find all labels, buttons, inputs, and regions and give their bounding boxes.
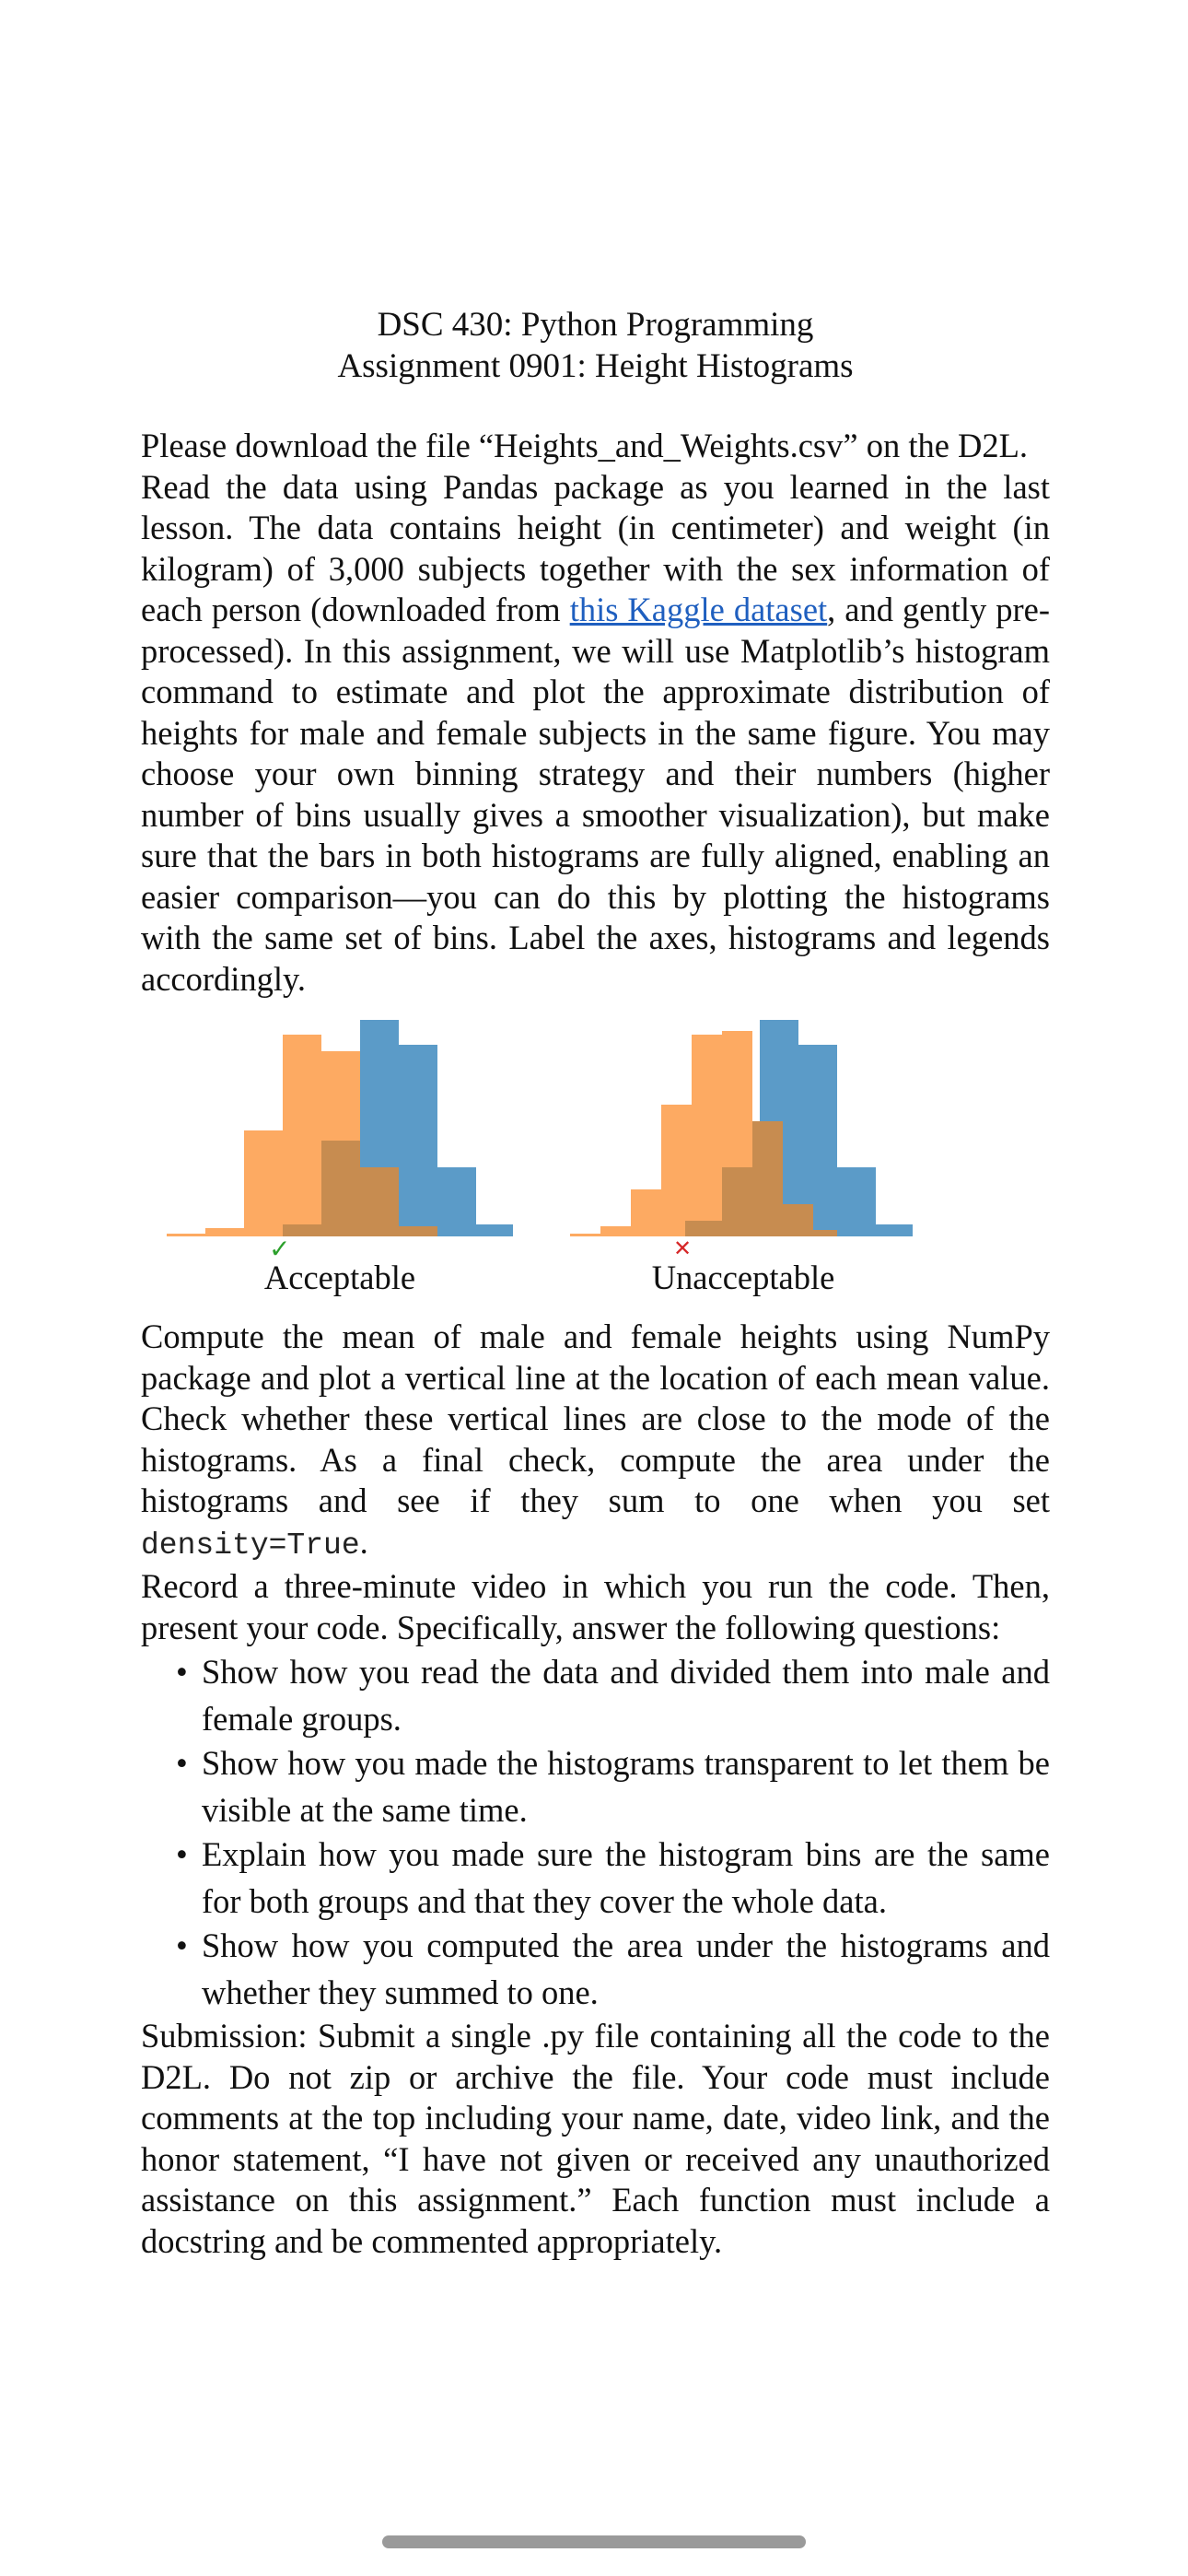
male-bar [876,1224,913,1236]
female-bar [570,1234,600,1236]
list-item [176,1648,1050,1742]
overlap-bar [752,1121,760,1236]
question-text: Show how you read the data and divided them into male and female groups. [202,1653,1050,1738]
bullet-icon: • [176,1744,188,1782]
overlap-bar [685,1221,722,1236]
acceptable-bars [167,1020,513,1236]
bullet-icon: • [176,1835,188,1873]
question-text: Show how you computed the area under the histograms and whether they summed to one. [202,1926,1050,2011]
male-bar [437,1167,476,1236]
submission-instruction: Submission: Submit a single .py file containing all the code to the D2L. Do not zip or archive the file. Your code must include comments at the top including your name, date, video link, and the honor statement, “I have not given or received any unauthorized assistance on this assignment.” Each function must include a docstring and be commented appropriately. [141,2017,1050,2260]
download-instruction: Please download the file “Heights_and_Weights.csv” on the D2L. [141,427,1029,464]
female-bar [600,1226,631,1236]
unacceptable-bars [570,1020,913,1236]
unacceptable-histogram [570,1020,916,1259]
question-list [141,1648,1050,2016]
acceptable-figure [167,1020,513,1317]
list-item [176,1831,1050,1925]
female-bar [244,1130,283,1236]
unacceptable-caption: Unacceptable [651,1259,835,1296]
female-bar [661,1105,692,1236]
question-text: Show how you made the histograms transparent to let them be visible at the same time. [202,1744,1050,1829]
overlap-bar [321,1141,360,1236]
home-indicator[interactable] [382,2535,806,2548]
video-instruction: Record a three-minute video in which you run the code. Then, present your code. Specifically, answer the following questions: [141,1567,1050,1646]
assignment-document [141,304,1050,2262]
compute-end: . [359,1522,368,1561]
female-bar [283,1035,321,1236]
task-text-before-link: Read the data using Pandas package as you learned in the last lesson. The data contains height (in centimeter) and weight (in kilogram) of 3,000 subjects together with the sex information of each person (downloaded from [141,467,1050,628]
compute-instruction [141,1317,1050,1566]
female-bar [205,1228,244,1236]
task-text-after-link: , and gently pre-processed). In this assignment, we will use Matplotlib’s histogram command to estimate and plot the approximate distribution of heights for male and female subjects in the same figure. You may choose your own binning strategy and their numbers (higher number of bins usually gives a smoother visualization), but make sure that the bars in both histograms are fully aligned, enabling an easier comparison—you can do this by plotting the histograms with the same set of bins. Label the axes, histograms and legends accordingly. [141,591,1050,998]
male-bar [399,1045,437,1236]
list-item [176,1739,1050,1833]
cross-icon: ✕ [673,1235,693,1259]
overlap-bar [760,1121,783,1236]
overlap-bar [783,1204,798,1236]
overlap-bar [399,1226,437,1236]
assignment-title: Assignment 0901: Height Histograms [337,347,854,385]
unacceptable-figure [570,1020,916,1317]
check-icon: ✓ [269,1234,291,1259]
kaggle-dataset-link[interactable]: this Kaggle dataset [569,591,828,628]
course-title: DSC 430: Python Programming [377,306,814,344]
example-figures [141,1020,1050,1317]
bullet-icon: • [176,1926,188,1964]
overlap-bar [798,1204,813,1236]
bullet-icon: • [176,1653,188,1691]
male-bar [476,1224,513,1236]
acceptable-caption: Acceptable [263,1259,416,1296]
list-item [176,1922,1050,2016]
density-code: density=True [141,1528,360,1563]
overlap-bar [722,1167,752,1236]
male-bar [837,1167,876,1236]
female-bar [692,1035,722,1236]
overlap-bar [813,1230,837,1236]
compute-text: Compute the mean of male and female heights using NumPy package and plot a vertical line at the location of each mean value. Check whether these vertical lines are close to the mode of the histograms. As a final check, compute the area under the histograms and see if they sum to one when you set [141,1317,1050,1519]
question-text: Explain how you made sure the histogram bins are the same for both groups and that they cover the whole data. [202,1835,1050,1920]
acceptable-histogram [167,1020,513,1259]
overlap-bar [360,1167,399,1236]
task-description [141,467,1050,1001]
female-bar [167,1234,205,1236]
female-bar [631,1189,661,1236]
